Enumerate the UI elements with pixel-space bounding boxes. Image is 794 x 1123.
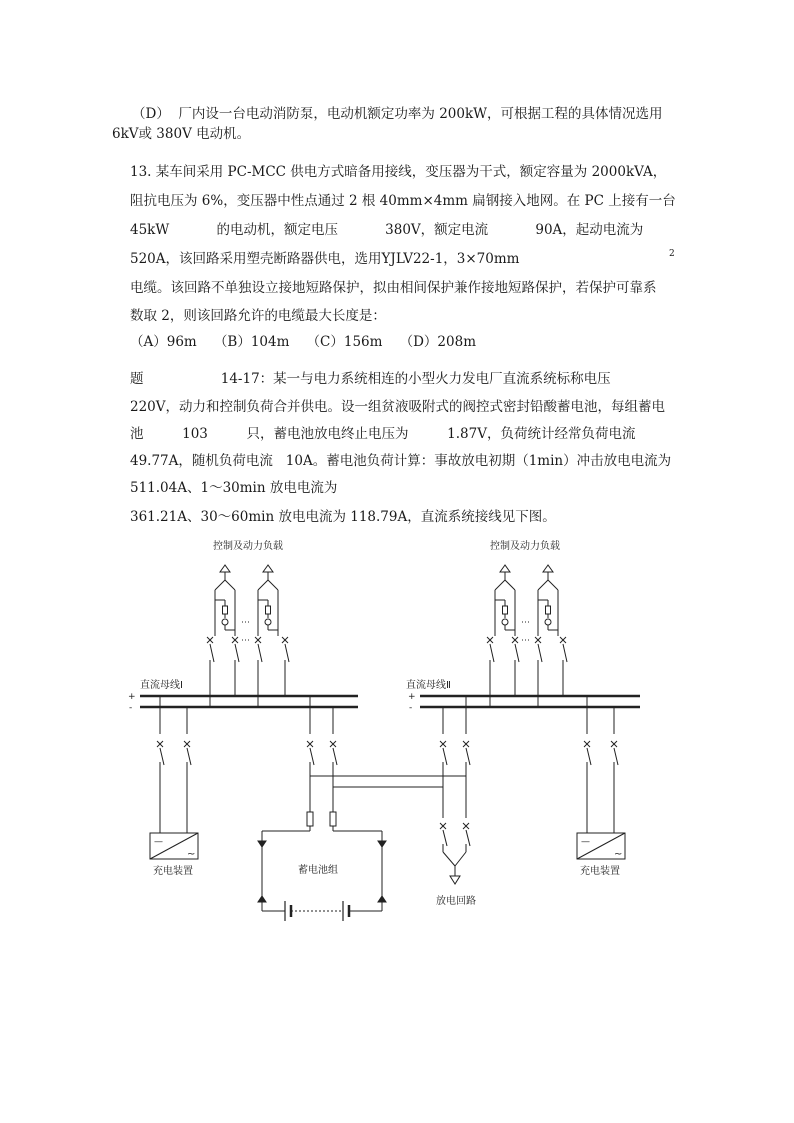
load-feeder-right-2 <box>535 565 567 707</box>
bus2-minus: - <box>409 703 413 713</box>
q13-line-6: 数取 2，则该回路允许的电缆最大长度是： <box>130 308 386 324</box>
q14-line-4: 49.77A，随机负荷电流 10A。蓄电池负荷计算：事故放电初期（1min）冲击放电电流为 <box>130 453 672 469</box>
discharge-label: 放电回路 <box>436 896 476 907</box>
option-d-line-2: 6kV或 380V 电动机。 <box>112 126 251 142</box>
charger-right-dc-symbol: — <box>581 837 590 847</box>
bus1-label: 直流母线Ⅰ <box>140 680 183 691</box>
load-feeder-left-1 <box>207 565 239 707</box>
q13-line-1: 13. 某车间采用 PC-MCC 供电方式暗备用接线，变压器为干式，额定容量为 2000kVA， <box>130 164 667 180</box>
bus1-minus: - <box>129 703 133 713</box>
option-d-line-1: （D） 厂内设一台电动消防泵，电动机额定功率为 200kW，可根据工程的具体情况选用 <box>132 106 663 122</box>
charger-right-circuit <box>577 696 625 859</box>
load-label-left: 控制及动力负载 <box>213 541 283 552</box>
battery-fuse-left <box>307 812 313 826</box>
dc-system-diagram <box>120 530 640 925</box>
bus1-plus: + <box>128 692 136 702</box>
battery-cells <box>262 901 382 921</box>
charger-left-circuit <box>150 696 198 859</box>
battery-feeder <box>258 696 386 911</box>
q14-line-2: 220V，动力和控制负荷合并供电。设一组贫液吸附式的阀控式密封铅酸蓄电池，每组蓄电 <box>130 399 666 415</box>
load-label-right: 控制及动力负载 <box>490 541 560 552</box>
q14-line-3: 池 103 只，蓄电池放电终止电压为 1.87V，负荷统计经常负荷电流 <box>130 426 636 442</box>
load-feeder-left-2 <box>255 565 289 707</box>
q13-line-2: 阻抗电压为 6%，变压器中性点通过 2 根 40mm×4mm 扁钢接入地网。在 PC 上接有一台 <box>130 193 676 209</box>
charger-right-label: 充电装置 <box>580 866 620 877</box>
q14-line-6: 361.21A、30～60min 放电电流为 118.79A，直流系统接线见下图。 <box>130 509 556 525</box>
q13-options: （A）96m （B）104m （C）156m （D）208m <box>130 334 477 350</box>
q13-superscript: 2 <box>669 249 675 259</box>
q13-line-5: 电缆。该回路不单独设立接地短路保护，拟由相间保护兼作接地短路保护，若保护可靠系 <box>130 280 657 296</box>
discharge-circuit <box>440 823 470 884</box>
charger-right-ac-symbol: ~ <box>614 849 623 860</box>
load-feeder-right-1 <box>487 565 519 707</box>
charger-left-dc-symbol: — <box>154 837 163 847</box>
q13-line-4: 520A，该回路采用塑壳断路器供电，选用YJLV22-1，3×70mm <box>130 251 520 267</box>
bus2-label: 直流母线Ⅱ <box>406 680 451 691</box>
charger-left-ac-symbol: ~ <box>187 849 196 860</box>
battery-fuse-right <box>330 812 336 826</box>
q14-line-5: 511.04A、1～30min 放电电流为 <box>130 480 338 496</box>
charger-left-label: 充电装置 <box>153 866 193 877</box>
q14-line-1: 题 14-17：某一与电力系统相连的小型火力发电厂直流系统标称电压 <box>130 371 611 387</box>
bus-tie <box>310 696 470 818</box>
battery-label: 蓄电池组 <box>298 865 338 876</box>
q13-line-3: 45kW 的电动机，额定电压 380V，额定电流 90A，起动电流为 <box>130 222 644 238</box>
bus2-plus: + <box>408 692 416 702</box>
